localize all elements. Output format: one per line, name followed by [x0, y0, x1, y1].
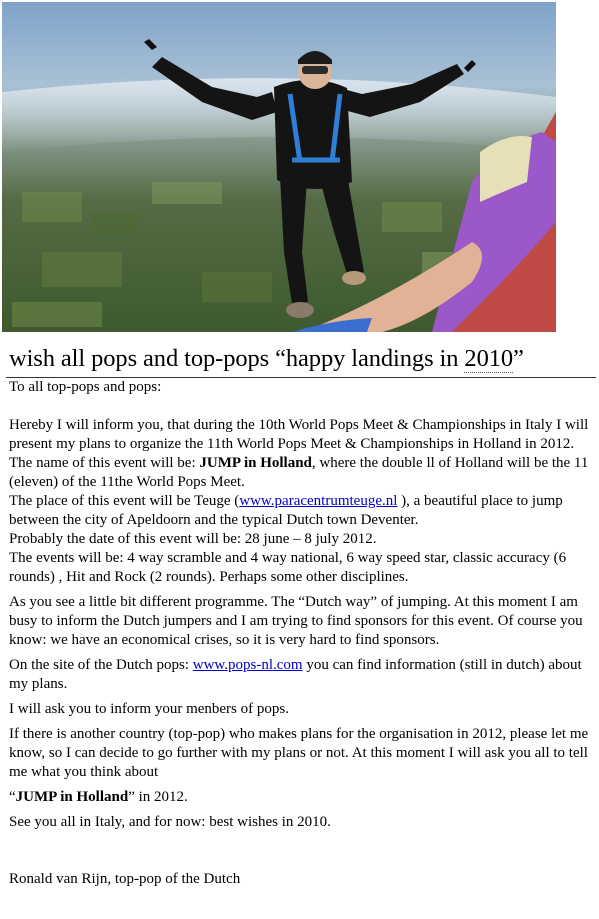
- paracentrum-link[interactable]: www.paracentrumteuge.nl: [239, 493, 398, 509]
- skydiver-illustration: [2, 2, 556, 332]
- headline-year: 2010: [464, 345, 514, 372]
- announcement-paragraph: Hereby I will inform you, that during the 10th World Pops Meet & Championships in Italy I will present my plans to organize the 11th World Pops Meet & Championships in Holland in 2012.: [9, 417, 589, 452]
- programme-paragraph: As you see a little bit different programme. The “Dutch way” of jumping. At this moment I am busy to inform the Dutch jumpers and I am trying to find sponsors for this event. Of course you know: we have an economical crises, so it is very hard to find sponsors.: [9, 594, 583, 648]
- event-place-post: ), a beautiful place to jump between the city of Apeldoorn and the typical Dutch town Deventer.: [9, 493, 563, 528]
- event-name-line: [9, 454, 593, 492]
- quote-bold: JUMP in Holland: [15, 789, 129, 805]
- pops-nl-link[interactable]: www.pops-nl.com: [192, 657, 303, 673]
- event-name-bold: JUMP in Holland: [199, 455, 312, 471]
- event-disciplines-line: The events will be: 4 way scramble and 4 way national, 6 way speed star, classic accuracy (6 rounds) , Hit and Rock (2 rounds). Perhaps some other disciplines.: [9, 550, 567, 585]
- quote-open: “: [9, 789, 16, 805]
- headline: [9, 345, 524, 373]
- skydiver-photo: [2, 2, 556, 332]
- quote-post: ” in 2012.: [128, 789, 188, 805]
- site-post: you can find information (still in dutch) about my plans.: [9, 657, 582, 692]
- inform-members-paragraph: I will ask you to inform your menbers of pops.: [9, 701, 289, 717]
- other-country-paragraph: If there is another country (top-pop) who makes plans for the organisation in 2012, please let me know, so I can decide to go further with my plans or not. At this moment I will ask you all to tell me what you think about: [9, 726, 589, 780]
- headline-text: wish all pops and top-pops “happy landings in: [9, 345, 465, 372]
- event-name-pre: The name of this event will be:: [9, 455, 200, 471]
- event-place-pre: The place of this event will be Teuge (: [9, 493, 240, 509]
- letter-body: [9, 378, 593, 889]
- headline-close-quote: ”: [513, 345, 524, 372]
- greeting: To all top-pops and pops:: [9, 379, 162, 395]
- event-date-line: Probably the date of this event will be: 28 june – 8 july 2012.: [9, 531, 377, 547]
- blank-lines: [9, 832, 593, 870]
- site-line: [9, 656, 593, 694]
- event-place-line: [9, 492, 593, 530]
- site-pre: On the site of the Dutch pops:: [9, 657, 193, 673]
- event-name-post: , where the double ll of Holland will be the 11 (eleven) of the 11the World Pops Meet.: [9, 455, 589, 490]
- closing-paragraph: See you all in Italy, and for now: best wishes in 2010.: [9, 814, 331, 830]
- blank-line: [9, 397, 593, 416]
- signature: Ronald van Rijn, top-pop of the Dutch: [9, 871, 241, 887]
- jump-in-holland-line: [9, 788, 593, 807]
